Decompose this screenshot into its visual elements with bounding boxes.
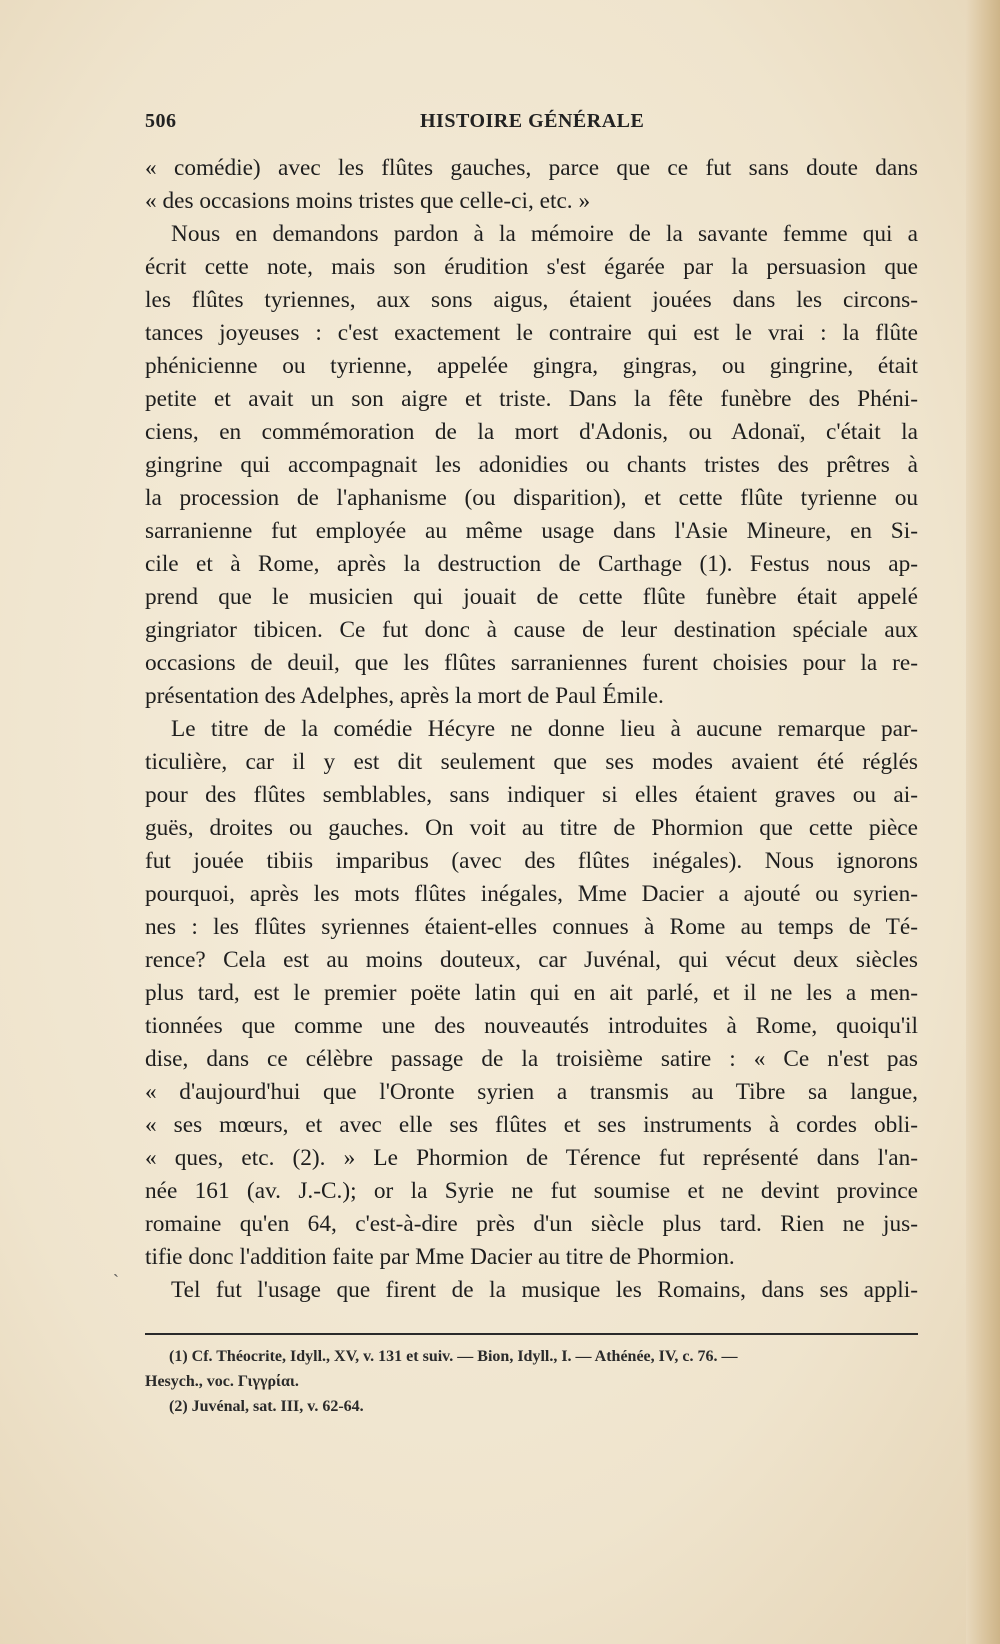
text-line: « ques, etc. (2). » Le Phormion de Térence fut représenté dans l'an- <box>145 1145 918 1171</box>
text-line: rence? Cela est au moins douteux, car Juvénal, qui vécut deux siècles <box>145 947 918 973</box>
text-line: dise, dans ce célèbre passage de la troisième satire : « Ce n'est pas <box>145 1046 918 1072</box>
text-line: la procession de l'aphanisme (ou disparition), et cette flûte tyrienne ou <box>145 485 918 511</box>
text-line: plus tard, est le premier poëte latin qui en ait parlé, et il ne les a men- <box>145 980 918 1006</box>
text-line: née 161 (av. J.-C.); or la Syrie ne fut soumise et ne devint province <box>145 1178 918 1204</box>
page-header <box>145 110 905 140</box>
text-line: gingrine qui accompagnait les adonidies ou chants tristes des prêtres à <box>145 452 918 478</box>
text-line: occasions de deuil, que les flûtes sarraniennes furent choisies pour la re- <box>145 650 918 676</box>
text-line: fut jouée tibiis imparibus (avec des flûtes inégales). Nous ignorons <box>145 848 918 874</box>
page-number: 506 <box>145 110 177 132</box>
footnotes <box>145 1344 918 1419</box>
text-line: Nous en demandons pardon à la mémoire de la savante femme qui a <box>171 221 918 247</box>
footnote-separator <box>145 1333 918 1335</box>
body-text <box>145 152 918 1307</box>
text-line: gingriator tibicen. Ce fut donc à cause de leur destination spéciale aux <box>145 617 918 643</box>
text-line: « des occasions moins tristes que celle-ci, etc. » <box>145 188 591 214</box>
text-line: petite et avait un son aigre et triste. Dans la fête funèbre des Phéni- <box>145 386 918 412</box>
footnote-line: (1) Cf. Théocrite, Idyll., XV, v. 131 et suiv. — Bion, Idyll., I. — Athénée, IV, c. 76. — <box>169 1348 738 1365</box>
text-line: romaine qu'en 64, c'est-à-dire près d'un siècle plus tard. Rien ne jus- <box>145 1211 918 1237</box>
text-line: « comédie) avec les flûtes gauches, parce que ce fut sans doute dans <box>145 155 918 181</box>
margin-pencil-mark: ˏ <box>113 1257 119 1277</box>
text-line: guës, droites ou gauches. On voit au titre de Phormion que cette pièce <box>145 815 918 841</box>
footnote-line: Hesych., voc. Γιγγρίαι. <box>145 1373 299 1390</box>
text-line: pourquoi, après les mots flûtes inégales, Mme Dacier a ajouté ou syrien- <box>145 881 918 907</box>
text-line: sarranienne fut employée au même usage dans l'Asie Mineure, en Si- <box>145 518 918 544</box>
page-edge-shadow <box>966 0 1000 1644</box>
footnote-line: (2) Juvénal, sat. III, v. 62-64. <box>169 1398 364 1415</box>
text-line: cile et à Rome, après la destruction de Carthage (1). Festus nous ap- <box>145 551 918 577</box>
text-line: tifie donc l'addition faite par Mme Dacier au titre de Phormion. <box>145 1244 735 1270</box>
text-line: Tel fut l'usage que firent de la musique les Romains, dans ses appli- <box>171 1277 918 1303</box>
text-line: écrit cette note, mais son érudition s'est égarée par la persuasion que <box>145 254 918 280</box>
text-line: « d'aujourd'hui que l'Oronte syrien a transmis au Tibre sa langue, <box>145 1079 918 1105</box>
text-line: ticulière, car il y est dit seulement que ses modes avaient été réglés <box>145 749 918 775</box>
text-line: prend que le musicien qui jouait de cette flûte funèbre était appelé <box>145 584 918 610</box>
text-line: pour des flûtes semblables, sans indiquer si elles étaient graves ou ai- <box>145 782 918 808</box>
text-line: phénicienne ou tyrienne, appelée gingra, gingras, ou gingrine, était <box>145 353 918 379</box>
text-line: Le titre de la comédie Hécyre ne donne lieu à aucune remarque par- <box>171 716 918 742</box>
text-line: ciens, en commémoration de la mort d'Adonis, ou Adonaï, c'était la <box>145 419 918 445</box>
text-line: « ses mœurs, et avec elle ses flûtes et ses instruments à cordes obli- <box>145 1112 918 1138</box>
text-line: les flûtes tyriennes, aux sons aigus, étaient jouées dans les circons- <box>145 287 918 313</box>
text-line: tances joyeuses : c'est exactement le contraire qui est le vrai : la flûte <box>145 320 918 346</box>
text-line: tionnées que comme une des nouveautés introduites à Rome, quoiqu'il <box>145 1013 918 1039</box>
text-line: présentation des Adelphes, après la mort de Paul Émile. <box>145 683 664 709</box>
text-line: nes : les flûtes syriennes étaient-elles connues à Rome au temps de Té- <box>145 914 918 940</box>
running-title: HISTOIRE GÉNÉRALE <box>420 110 645 132</box>
